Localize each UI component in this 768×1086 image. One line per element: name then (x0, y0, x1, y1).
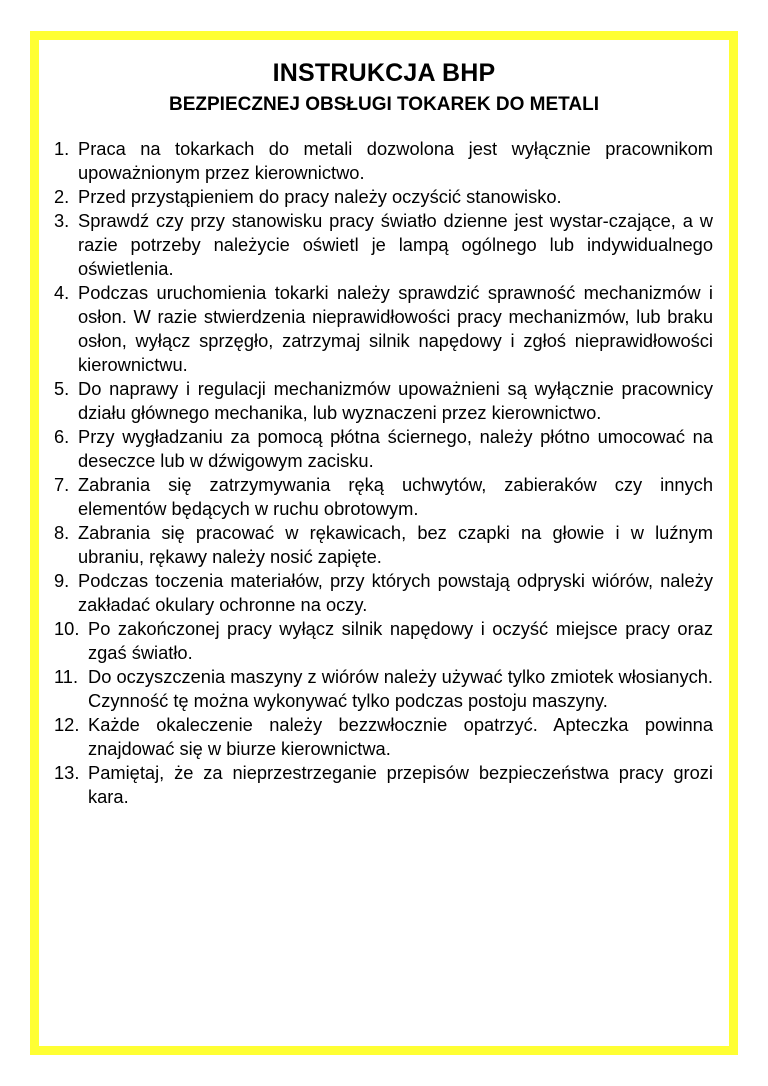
instruction-item (54, 761, 713, 809)
instruction-item (54, 281, 713, 377)
document-title: INSTRUKCJA BHP (272, 59, 496, 87)
item-number: 1. (54, 138, 70, 159)
item-text: Po zakończonej pracy wyłącz silnik napędowy i oczyść miejsce pracy oraz zgaś światło. (88, 618, 713, 663)
instruction-item (54, 209, 713, 281)
item-number: 5. (54, 378, 70, 399)
item-text: Praca na tokarkach do metali dozwolona jest wyłącznie pracownikom upoważnionym przez kierownictwo. (78, 138, 713, 183)
sign-frame (30, 31, 738, 1055)
instruction-item (54, 521, 713, 569)
document-subtitle: BEZPIECZNEJ OBSŁUGI TOKAREK DO METALI (169, 94, 599, 115)
item-number: 4. (54, 282, 70, 303)
item-text: Przed przystąpieniem do pracy należy oczyścić stanowisko. (78, 186, 562, 207)
item-number: 11. (54, 666, 79, 687)
item-text: Przy wygładzaniu za pomocą płótna ściernego, należy płótno umocować na deseczce lub w dźwigowym zacisku. (78, 426, 713, 471)
item-number: 2. (54, 186, 70, 207)
item-text: Zabrania się pracować w rękawicach, bez czapki na głowie i w luźnym ubraniu, rękawy należy nosić zapięte. (78, 522, 713, 567)
item-number: 9. (54, 570, 70, 591)
item-text: Sprawdź czy przy stanowisku pracy światło dzienne jest wystar-czające, a w razie potrzeby należycie oświetl je lampą ogólnego lub indywidualnego oświetlenia. (78, 210, 713, 279)
instruction-item (54, 137, 713, 185)
instruction-item (54, 617, 713, 665)
item-number: 12. (54, 714, 80, 735)
instruction-item (54, 713, 713, 761)
instruction-item (54, 665, 713, 713)
instruction-item (54, 185, 713, 209)
instruction-item (54, 377, 713, 425)
instruction-item (54, 473, 713, 521)
item-text: Pamiętaj, że za nieprzestrzeganie przepisów bezpieczeństwa pracy grozi kara. (88, 762, 713, 807)
instruction-item (54, 569, 713, 617)
item-number: 7. (54, 474, 70, 495)
item-text: Do naprawy i regulacji mechanizmów upoważnieni są wyłącznie pracownicy działu głównego mechanika, lub wyznaczeni przez kierownictwo. (78, 378, 713, 423)
item-text: Każde okaleczenie należy bezzwłocznie opatrzyć. Apteczka powinna znajdować się w biurze kierownictwa. (88, 714, 713, 759)
item-text: Podczas toczenia materiałów, przy których powstają odpryski wiórów, należy zakładać okulary ochronne na oczy. (78, 570, 713, 615)
item-text: Podczas uruchomienia tokarki należy sprawdzić sprawność mechanizmów i osłon. W razie stwierdzenia nieprawidłowości pracy mechanizmów, lub braku osłon, wyłącz sprzęgło, zatrzymaj silnik napędowy i zgłoś nieprawidłowości kierownictwu. (78, 282, 713, 375)
item-number: 6. (54, 426, 70, 447)
instruction-list (54, 137, 713, 809)
instruction-item (54, 425, 713, 473)
item-number: 8. (54, 522, 70, 543)
item-number: 10. (54, 618, 80, 639)
item-number: 3. (54, 210, 70, 231)
item-text: Zabrania się zatrzymywania ręką uchwytów, zabieraków czy innych elementów będących w ruchu obrotowym. (78, 474, 713, 519)
item-text: Do oczyszczenia maszyny z wiórów należy używać tylko zmiotek włosianych. Czynność tę można wykonywać tylko podczas postoju maszyny. (88, 666, 713, 711)
item-number: 13. (54, 762, 80, 783)
